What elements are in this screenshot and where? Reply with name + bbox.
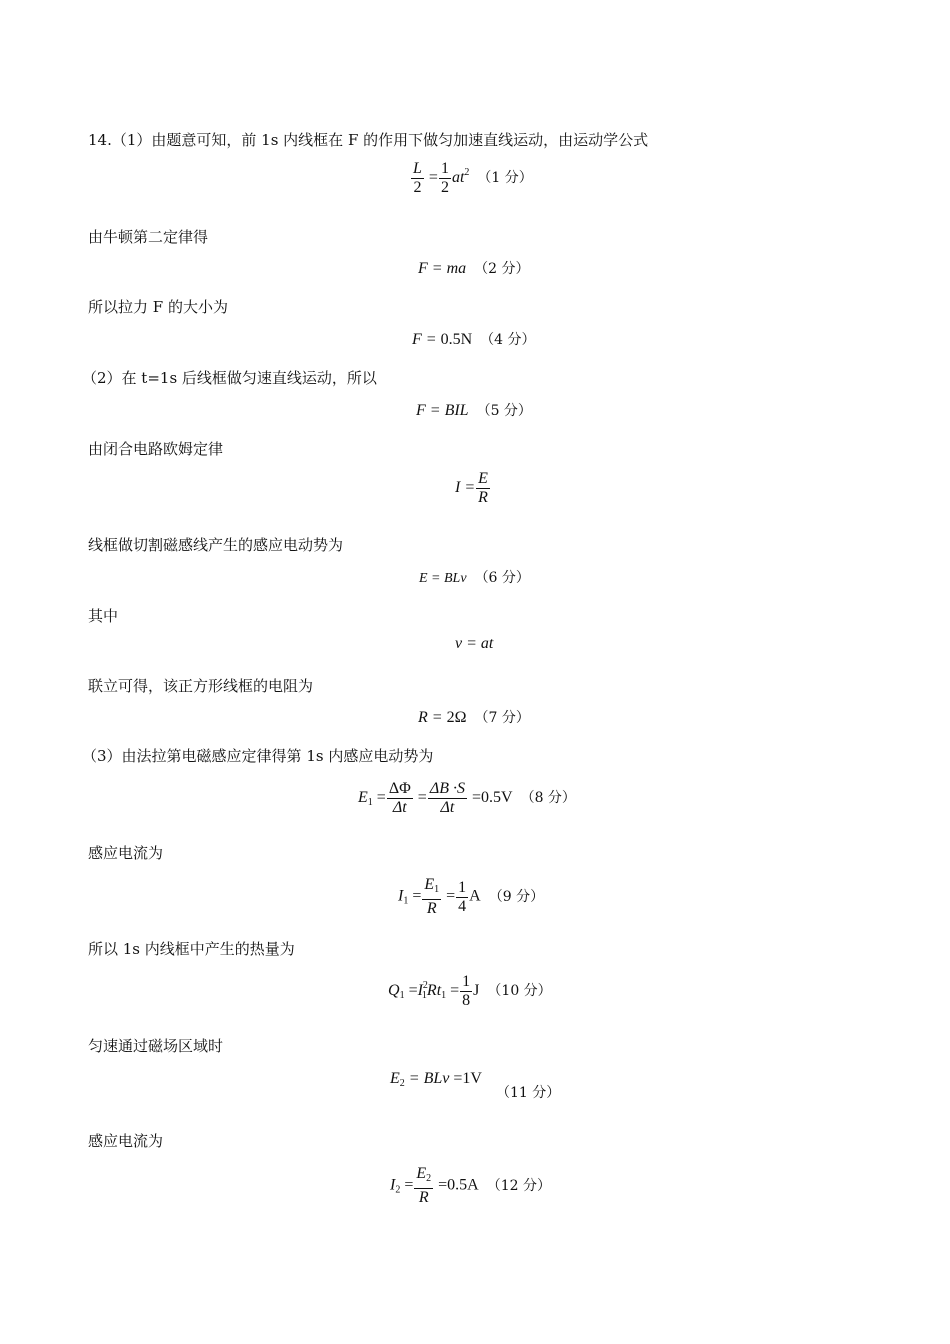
line-ohm: 由闭合电路欧姆定律: [88, 440, 224, 458]
equation-emf: E = BLv （6 分）: [419, 570, 530, 586]
score-label: （2 分）: [474, 261, 530, 277]
line-emf: 线框做切割磁感线产生的感应电动势为: [88, 536, 344, 554]
line-current2: 感应电流为: [88, 1132, 164, 1150]
fraction-one-eighth: $\frac{1}{8}$: [462, 973, 471, 1009]
score-label: （5 分）: [476, 403, 532, 419]
fraction-dbs-dt: $\frac{\Delta B \cdot S}{\Delta t}$: [429, 780, 465, 816]
fraction-one-quarter: $\frac{1}{4}$: [458, 878, 467, 915]
line-newton: 由牛顿第二定律得: [88, 228, 209, 246]
equation-faraday: $E_1$ = $\frac{\Delta\Phi}{\Delta t}$ = $\frac{\Delta B \cdot S}{\Delta t}$ =0.5V （8 分）: [358, 780, 576, 816]
fraction-e2-over-r: $\frac{E_2}{R}$: [416, 1165, 432, 1206]
fraction-e-over-r: $\frac{E}{R}$: [478, 470, 488, 506]
line-part3: （3）由法拉第电磁感应定律得第 1s 内感应电动势为: [82, 747, 434, 765]
equation-bil: F = BIL （5 分）: [416, 402, 532, 419]
equation-current1: $I_1$ = $\frac{E_1}{R}$ = $\frac{1}{4}$ A （9 分）: [398, 876, 545, 917]
score-label: （7 分）: [474, 710, 530, 726]
line-force-size: 所以拉力 F 的大小为: [88, 298, 228, 316]
line-uniform: 匀速通过磁场区域时: [88, 1037, 224, 1055]
equation-emf2: $E_2$ = BLv =1V: [390, 1070, 482, 1089]
equation-force-value: F = 0.5N （4 分）: [412, 331, 536, 348]
fraction-dphi-dt: $\frac{\Delta\Phi}{\Delta t}$: [388, 780, 411, 816]
equation-heat: $Q_1 =I^2_1Rt_1$ = $\frac{1}{8}$ J （10 分）: [388, 973, 552, 1009]
equation-resistance: R = 2Ω （7 分）: [418, 709, 530, 726]
equation-ohm: I = $\frac{E}{R}$: [455, 470, 488, 506]
equation-velocity: v = at: [455, 635, 494, 652]
line-part2: （2）在 t=1s 后线框做匀速直线运动，所以: [82, 369, 377, 387]
line-intro: 14.（1）由题意可知，前 1s 内线框在 F 的作用下做匀加速直线运动，由运动学公式: [88, 131, 649, 149]
score-label: （9 分）: [488, 888, 545, 905]
equation-current2: $I_2$ = $\frac{E_2}{R}$ =0.5A （12 分）: [390, 1165, 551, 1206]
fraction-l-over-2: $\frac{L}{2}$: [413, 160, 422, 196]
fraction-one-half: $\frac{1}{2}$: [440, 160, 449, 196]
line-current1: 感应电流为: [88, 844, 164, 862]
fraction-e1-over-r: $\frac{E_1}{R}$: [424, 876, 440, 917]
line-resistance: 联立可得，该正方形线框的电阻为: [88, 677, 314, 695]
line-heat: 所以 1s 内线框中产生的热量为: [88, 940, 295, 958]
equation-kinematics: $\frac{L}{2}$ = $\frac{1}{2}$ $at^2$ （1 分）: [413, 160, 533, 196]
score-label: （1 分）: [477, 170, 533, 187]
score-label: （4 分）: [480, 332, 536, 348]
score-label: （11 分）: [496, 1085, 561, 1101]
line-where: 其中: [88, 607, 119, 625]
equation-newton: F = ma （2 分）: [418, 260, 530, 277]
score-label: （6 分）: [474, 570, 530, 586]
score-label: （8 分）: [520, 790, 576, 807]
score-label: （10 分）: [487, 983, 552, 1000]
score-label: （12 分）: [486, 1177, 551, 1194]
